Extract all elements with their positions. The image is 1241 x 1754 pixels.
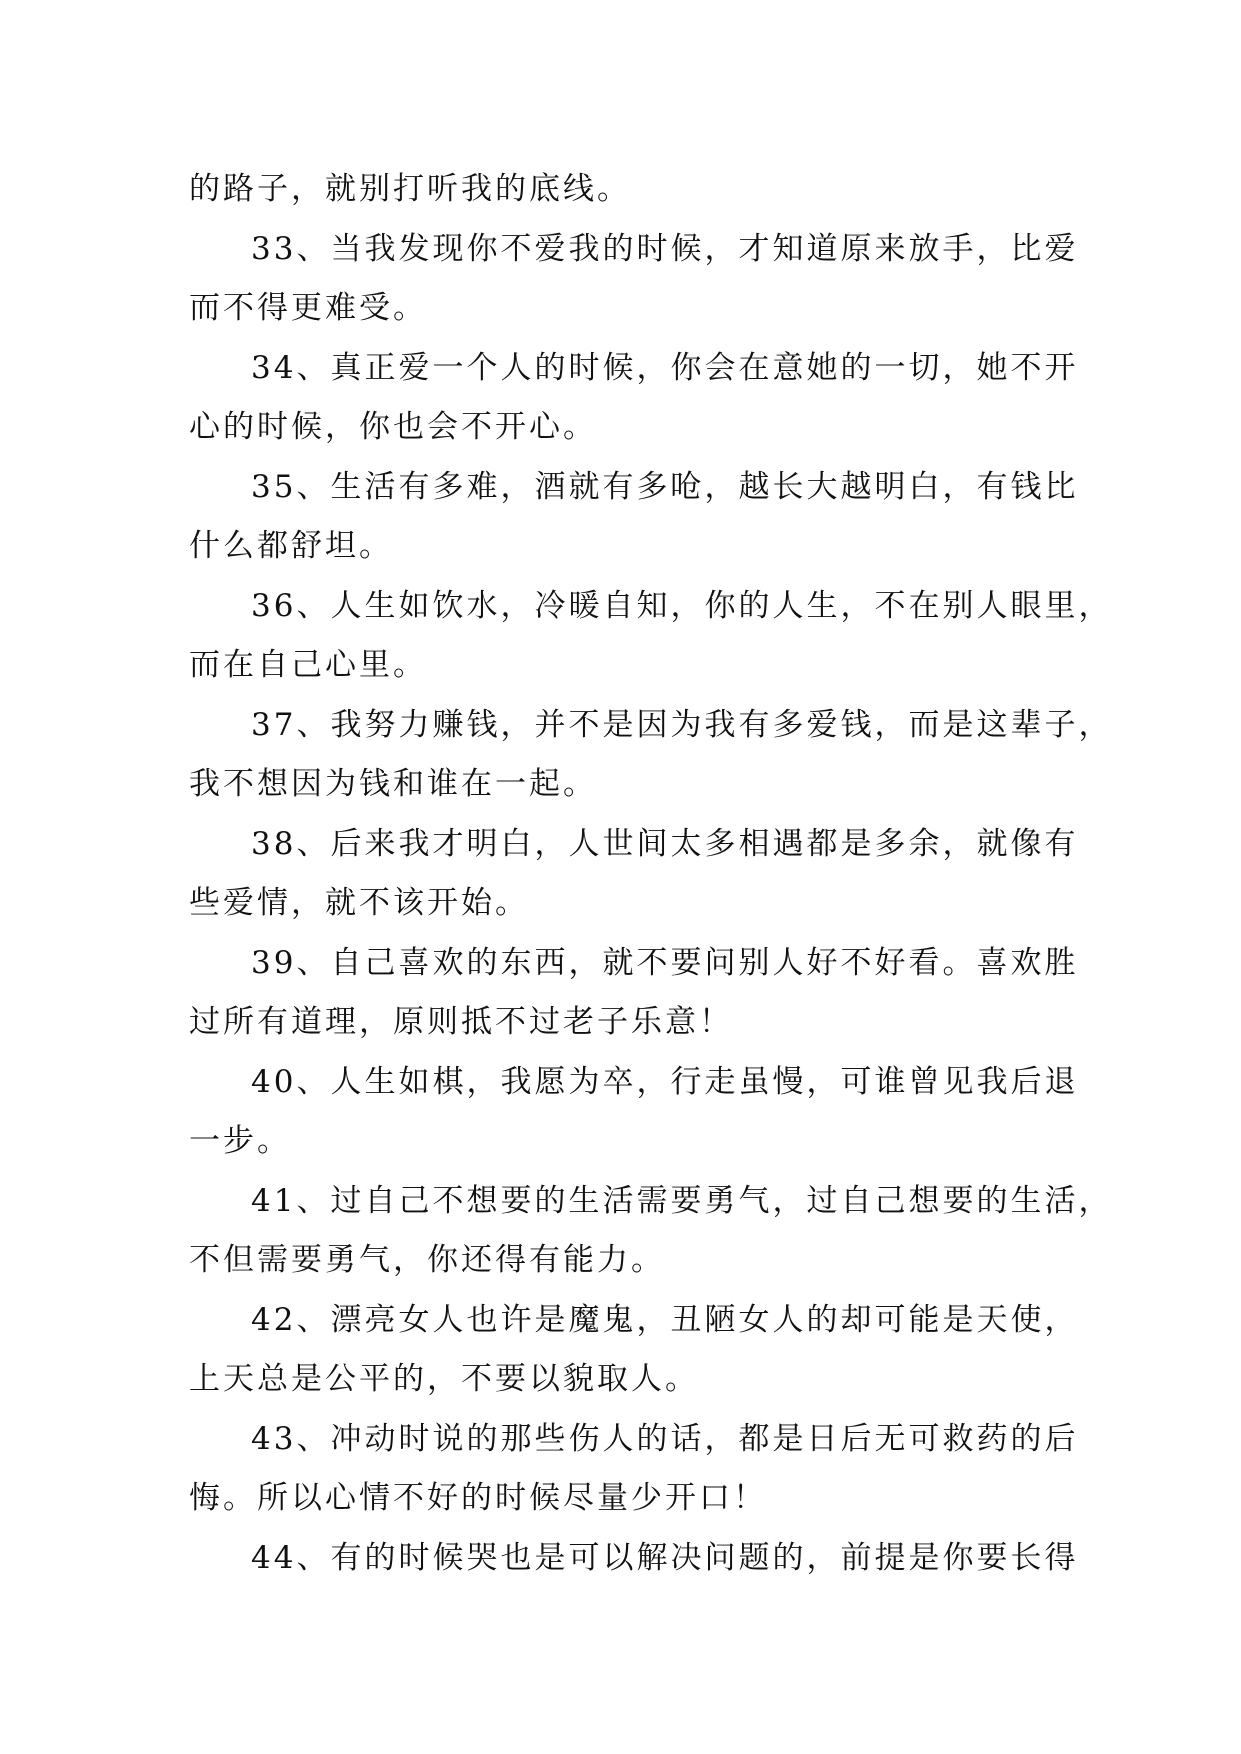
paragraph-continuation-line: 些爱情，就不该开始。 — [189, 885, 529, 921]
paragraph-continuation-line: 一步。 — [189, 1123, 291, 1159]
paragraph-first-line: 41、过自己不想要的生活需要勇气，过自己想要的生活， — [251, 1182, 1113, 1219]
paragraph-first-line: 39、自己喜欢的东西，就不要问别人好不好看。喜欢胜 — [251, 944, 1079, 981]
paragraph-first-line: 35、生活有多难，酒就有多呛，越长大越明白，有钱比 — [251, 468, 1079, 505]
paragraph-continuation-line: 而不得更难受。 — [189, 290, 427, 326]
paragraph-first-line: 37、我努力赚钱，并不是因为我有多爱钱，而是这辈子， — [251, 706, 1113, 743]
paragraph-continuation-line: 过所有道理，原则抵不过老子乐意！ — [189, 1004, 733, 1040]
paragraph-continuation-line: 上天总是公平的，不要以貌取人。 — [189, 1361, 699, 1397]
paragraph-first-line: 38、后来我才明白，人世间太多相遇都是多余，就像有 — [251, 825, 1079, 862]
paragraph-continuation-line: 心的时候，你也会不开心。 — [189, 409, 597, 445]
paragraph-continuation-line: 的路子，就别打听我的底线。 — [189, 171, 631, 207]
paragraph-continuation-line: 而在自己心里。 — [189, 647, 427, 683]
document-body — [189, 160, 1113, 1588]
paragraph-continuation-line: 悔。所以心情不好的时候尽量少开口！ — [189, 1480, 767, 1516]
paragraph-first-line: 36、人生如饮水，冷暖自知，你的人生，不在别人眼里， — [251, 587, 1113, 624]
paragraph-first-line: 33、当我发现你不爱我的时候，才知道原来放手，比爱 — [251, 230, 1079, 267]
paragraph-continuation-line: 我不想因为钱和谁在一起。 — [189, 766, 597, 802]
paragraph-continuation-line: 不但需要勇气，你还得有能力。 — [189, 1242, 665, 1278]
paragraph-continuation-line: 什么都舒坦。 — [189, 528, 393, 564]
paragraph-first-line: 43、冲动时说的那些伤人的话，都是日后无可救药的后 — [251, 1420, 1079, 1457]
paragraph-first-line: 34、真正爱一个人的时候，你会在意她的一切，她不开 — [251, 349, 1079, 386]
paragraph-first-line: 40、人生如棋，我愿为卒，行走虽慢，可谁曾见我后退 — [251, 1063, 1079, 1100]
paragraph-first-line: 44、有的时候哭也是可以解决问题的，前提是你要长得 — [251, 1539, 1079, 1576]
paragraph-first-line: 42、漂亮女人也许是魔鬼，丑陋女人的却可能是天使， — [251, 1301, 1079, 1338]
